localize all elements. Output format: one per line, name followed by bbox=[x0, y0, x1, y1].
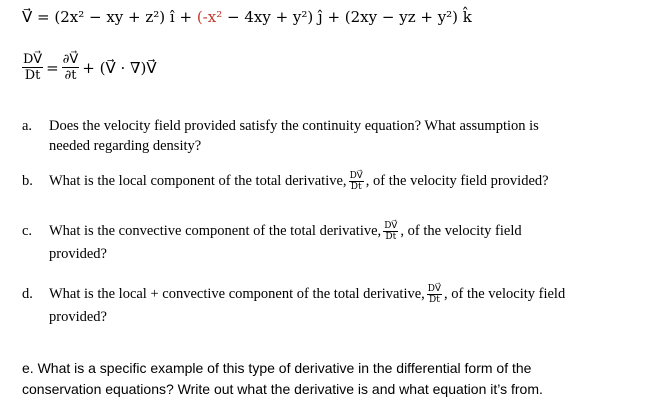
partial-derivative-fraction bbox=[62, 52, 80, 83]
fraction-denominator: Dt bbox=[385, 232, 397, 242]
question-text-line2: provided? bbox=[49, 246, 107, 262]
question-label: b. bbox=[22, 173, 33, 189]
question-text-after: , of the velocity field bbox=[400, 223, 522, 239]
fraction-denominator: ∂t bbox=[64, 68, 77, 83]
convective-term: + (V⃗ · ∇)V⃗ bbox=[82, 58, 157, 77]
question-label: d. bbox=[22, 286, 33, 302]
question-text-line1: e. What is a specific example of this type of derivative in the differential form of the bbox=[22, 360, 532, 376]
question-text-before: What is the local component of the total derivative, bbox=[49, 173, 347, 189]
question-text-after: , of the velocity field bbox=[444, 286, 566, 302]
fraction-numerator: DV⃗ bbox=[23, 52, 43, 67]
question-text-line2: conservation equations? Write out what the derivative is and what equation it’s from. bbox=[22, 381, 543, 397]
fraction-denominator: Dt bbox=[428, 295, 440, 305]
question-text-line1: Does the velocity field provided satisfy the continuity equation? What assumption is bbox=[49, 118, 539, 134]
fraction-denominator: Dt bbox=[24, 68, 41, 83]
inline-derivative-fraction bbox=[383, 221, 398, 242]
equals-sign: = bbox=[46, 58, 59, 77]
fraction-numerator: DV⃗ bbox=[349, 171, 363, 181]
question-label: a. bbox=[22, 118, 33, 134]
material-derivative-equation bbox=[22, 52, 157, 83]
question-text-line1 bbox=[49, 222, 522, 241]
question-text-after: , of the velocity field provided? bbox=[365, 173, 549, 189]
material-derivative-fraction bbox=[22, 52, 43, 83]
inline-derivative-fraction bbox=[349, 171, 364, 192]
question-e bbox=[22, 358, 543, 400]
fraction-numerator: DV⃗ bbox=[427, 284, 442, 294]
velocity-equation-rest: − 4xy + y²) ĵ + (2xy − yz + y²) k̂ bbox=[222, 8, 472, 26]
question-label: c. bbox=[22, 223, 33, 239]
fraction-denominator: Dt bbox=[350, 182, 362, 192]
velocity-equation-prefix: V⃗ = (2x² − xy + z²) î + bbox=[22, 8, 197, 26]
question-text-before: What is the local + convective component of the total derivative, bbox=[49, 286, 425, 302]
velocity-field-equation bbox=[22, 8, 472, 26]
inline-derivative-fraction bbox=[427, 284, 442, 305]
velocity-equation-highlight: (-x² bbox=[196, 8, 223, 26]
fraction-numerator: ∂V⃗ bbox=[62, 52, 79, 67]
question-text-line1 bbox=[49, 285, 565, 304]
question-text-line2: provided? bbox=[49, 309, 107, 325]
question-text-before: What is the convective component of the total derivative, bbox=[49, 223, 382, 239]
fraction-numerator: DV⃗ bbox=[384, 221, 398, 231]
question-text-line1 bbox=[49, 172, 549, 191]
question-text-line2: needed regarding density? bbox=[49, 138, 202, 154]
